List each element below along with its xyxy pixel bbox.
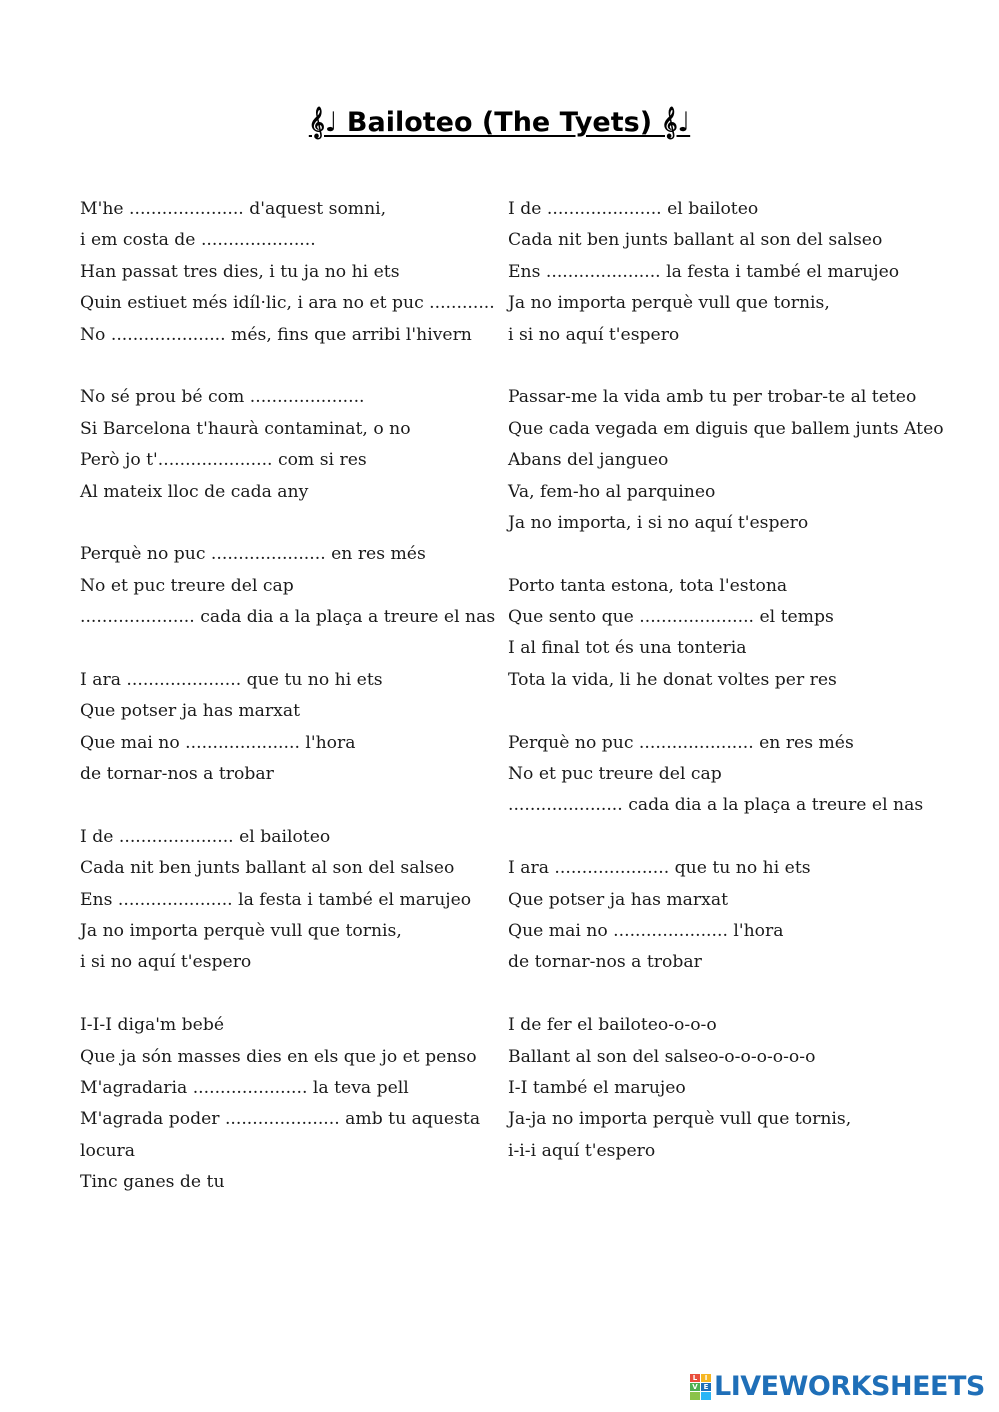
lyric-line: Perquè no puc ..................... en res més bbox=[80, 544, 426, 565]
lyric-line: Cada nit ben junts ballant al son del salseo bbox=[508, 230, 883, 251]
lyric-line: Cada nit ben junts ballant al son del salseo bbox=[80, 858, 455, 879]
lyric-line: I-I-I diga'm bebé bbox=[80, 1015, 225, 1036]
lyric-line: No et puc treure del cap bbox=[80, 575, 294, 596]
lyric-line: de tornar-nos a trobar bbox=[80, 764, 274, 785]
logo-mark-tile bbox=[690, 1392, 700, 1400]
lyric-line: Que sento que ..................... el temps bbox=[508, 607, 834, 628]
lyric-line: M'he ..................... d'aquest somni, bbox=[80, 199, 387, 219]
lyric-line: Han passat tres dies, i tu ja no hi ets bbox=[80, 261, 400, 282]
lyric-line: i si no aquí t'espero bbox=[80, 952, 252, 973]
lyric-line: I de fer el bailoteo-o-o-o bbox=[508, 1015, 717, 1036]
lyric-line: I-I també el marujeo bbox=[508, 1077, 686, 1098]
stanza-gap bbox=[508, 696, 928, 727]
lyric-line: I al final tot és una tonteria bbox=[508, 638, 747, 659]
lyric-line: M'agradaria ..................... la teva pell bbox=[80, 1077, 409, 1098]
lyric-line: I de ..................... el bailoteo bbox=[508, 199, 759, 219]
stanza-gap bbox=[508, 822, 928, 853]
stanza-gap bbox=[80, 633, 490, 664]
lyrics-left-column bbox=[80, 194, 496, 1199]
stanza-gap bbox=[80, 508, 490, 539]
lyric-line: i si no aquí t'espero bbox=[508, 324, 680, 345]
lyric-line: No sé prou bé com ..................... bbox=[80, 387, 365, 408]
lyric-line: Però jo t'..................... com si res bbox=[80, 450, 367, 471]
liveworksheets-logo-text: LIVEWORKSHEETS bbox=[714, 1371, 985, 1402]
lyric-line: Ja no importa perquè vull que tornis, bbox=[80, 920, 402, 941]
lyric-line: de tornar-nos a trobar bbox=[508, 952, 702, 973]
lyric-line: i em costa de ..................... bbox=[80, 230, 316, 251]
lyric-line: Ens ..................... la festa i també el marujeo bbox=[508, 261, 900, 282]
lyric-line: Ja-ja no importa perquè vull que tornis, bbox=[508, 1109, 852, 1130]
liveworksheets-logo-mark bbox=[690, 1374, 711, 1400]
logo-mark-tile: E bbox=[701, 1383, 711, 1391]
lyrics-right-column bbox=[508, 194, 944, 1167]
lyric-line: Ja no importa perquè vull que tornis, bbox=[508, 293, 830, 314]
liveworksheets-logo bbox=[690, 1370, 985, 1404]
lyric-line: ..................... cada dia a la plaça a treure el nas bbox=[508, 795, 924, 816]
lyric-line: locura bbox=[80, 1140, 136, 1161]
lyric-line: Passar-me la vida amb tu per trobar-te al teteo bbox=[508, 387, 917, 408]
lyric-line: No ..................... més, fins que arribi l'hivern bbox=[80, 324, 472, 345]
lyric-line: I ara ..................... que tu no hi ets bbox=[80, 669, 383, 690]
logo-mark-tile: L bbox=[690, 1374, 700, 1382]
lyric-line: I ara ..................... que tu no hi ets bbox=[508, 858, 811, 879]
lyric-line: Que cada vegada em diguis que ballem junts Ateo bbox=[508, 418, 944, 439]
lyric-line: Quin estiuet més idíl·lic, i ara no et puc ............ bbox=[80, 293, 495, 314]
stanza-gap bbox=[508, 351, 928, 382]
lyric-line: M'agrada poder ..................... amb tu aquesta bbox=[80, 1109, 481, 1130]
lyric-line: Ballant al son del salseo-o-o-o-o-o-o bbox=[508, 1046, 816, 1067]
stanza-gap bbox=[508, 539, 928, 570]
lyric-line: Al mateix lloc de cada any bbox=[80, 481, 309, 502]
lyric-line: Ens ..................... la festa i també el marujeo bbox=[80, 889, 472, 910]
lyric-line: Que potser ja has marxat bbox=[80, 701, 300, 722]
lyric-line: Ja no importa, i si no aquí t'espero bbox=[508, 512, 809, 533]
logo-mark-tile: V bbox=[690, 1383, 700, 1391]
stanza-gap bbox=[80, 979, 490, 1010]
logo-mark-tile: I bbox=[701, 1374, 711, 1382]
song-title bbox=[0, 101, 999, 145]
lyric-line: Porto tanta estona, tota l'estona bbox=[508, 575, 788, 596]
lyric-line: Que mai no ..................... l'hora bbox=[508, 920, 784, 941]
lyric-line: I de ..................... el bailoteo bbox=[80, 826, 331, 847]
lyric-line: Que potser ja has marxat bbox=[508, 889, 728, 910]
stanza-gap bbox=[80, 790, 490, 821]
logo-mark-tile bbox=[701, 1392, 711, 1400]
stanza-gap bbox=[80, 351, 490, 382]
lyric-line: Que ja són masses dies en els que jo et penso bbox=[80, 1046, 477, 1067]
lyric-line: Tota la vida, li he donat voltes per res bbox=[508, 669, 837, 690]
lyric-line: Que mai no ..................... l'hora bbox=[80, 732, 356, 753]
lyric-line: Va, fem-ho al parquineo bbox=[508, 481, 716, 502]
lyric-line: Tinc ganes de tu bbox=[80, 1172, 225, 1193]
stanza-gap bbox=[508, 979, 928, 1010]
lyric-line: i-i-i aquí t'espero bbox=[508, 1140, 656, 1161]
lyric-line: Si Barcelona t'haurà contaminat, o no bbox=[80, 418, 411, 439]
lyric-line: Abans del jangueo bbox=[508, 450, 669, 471]
lyric-line: Perquè no puc ..................... en res més bbox=[508, 732, 854, 753]
lyric-line: No et puc treure del cap bbox=[508, 764, 722, 785]
song-title-text: 𝄞♩ Bailoteo (The Tyets) 𝄞♩ bbox=[308, 107, 691, 138]
lyric-line: ..................... cada dia a la plaça a treure el nas bbox=[80, 607, 496, 628]
